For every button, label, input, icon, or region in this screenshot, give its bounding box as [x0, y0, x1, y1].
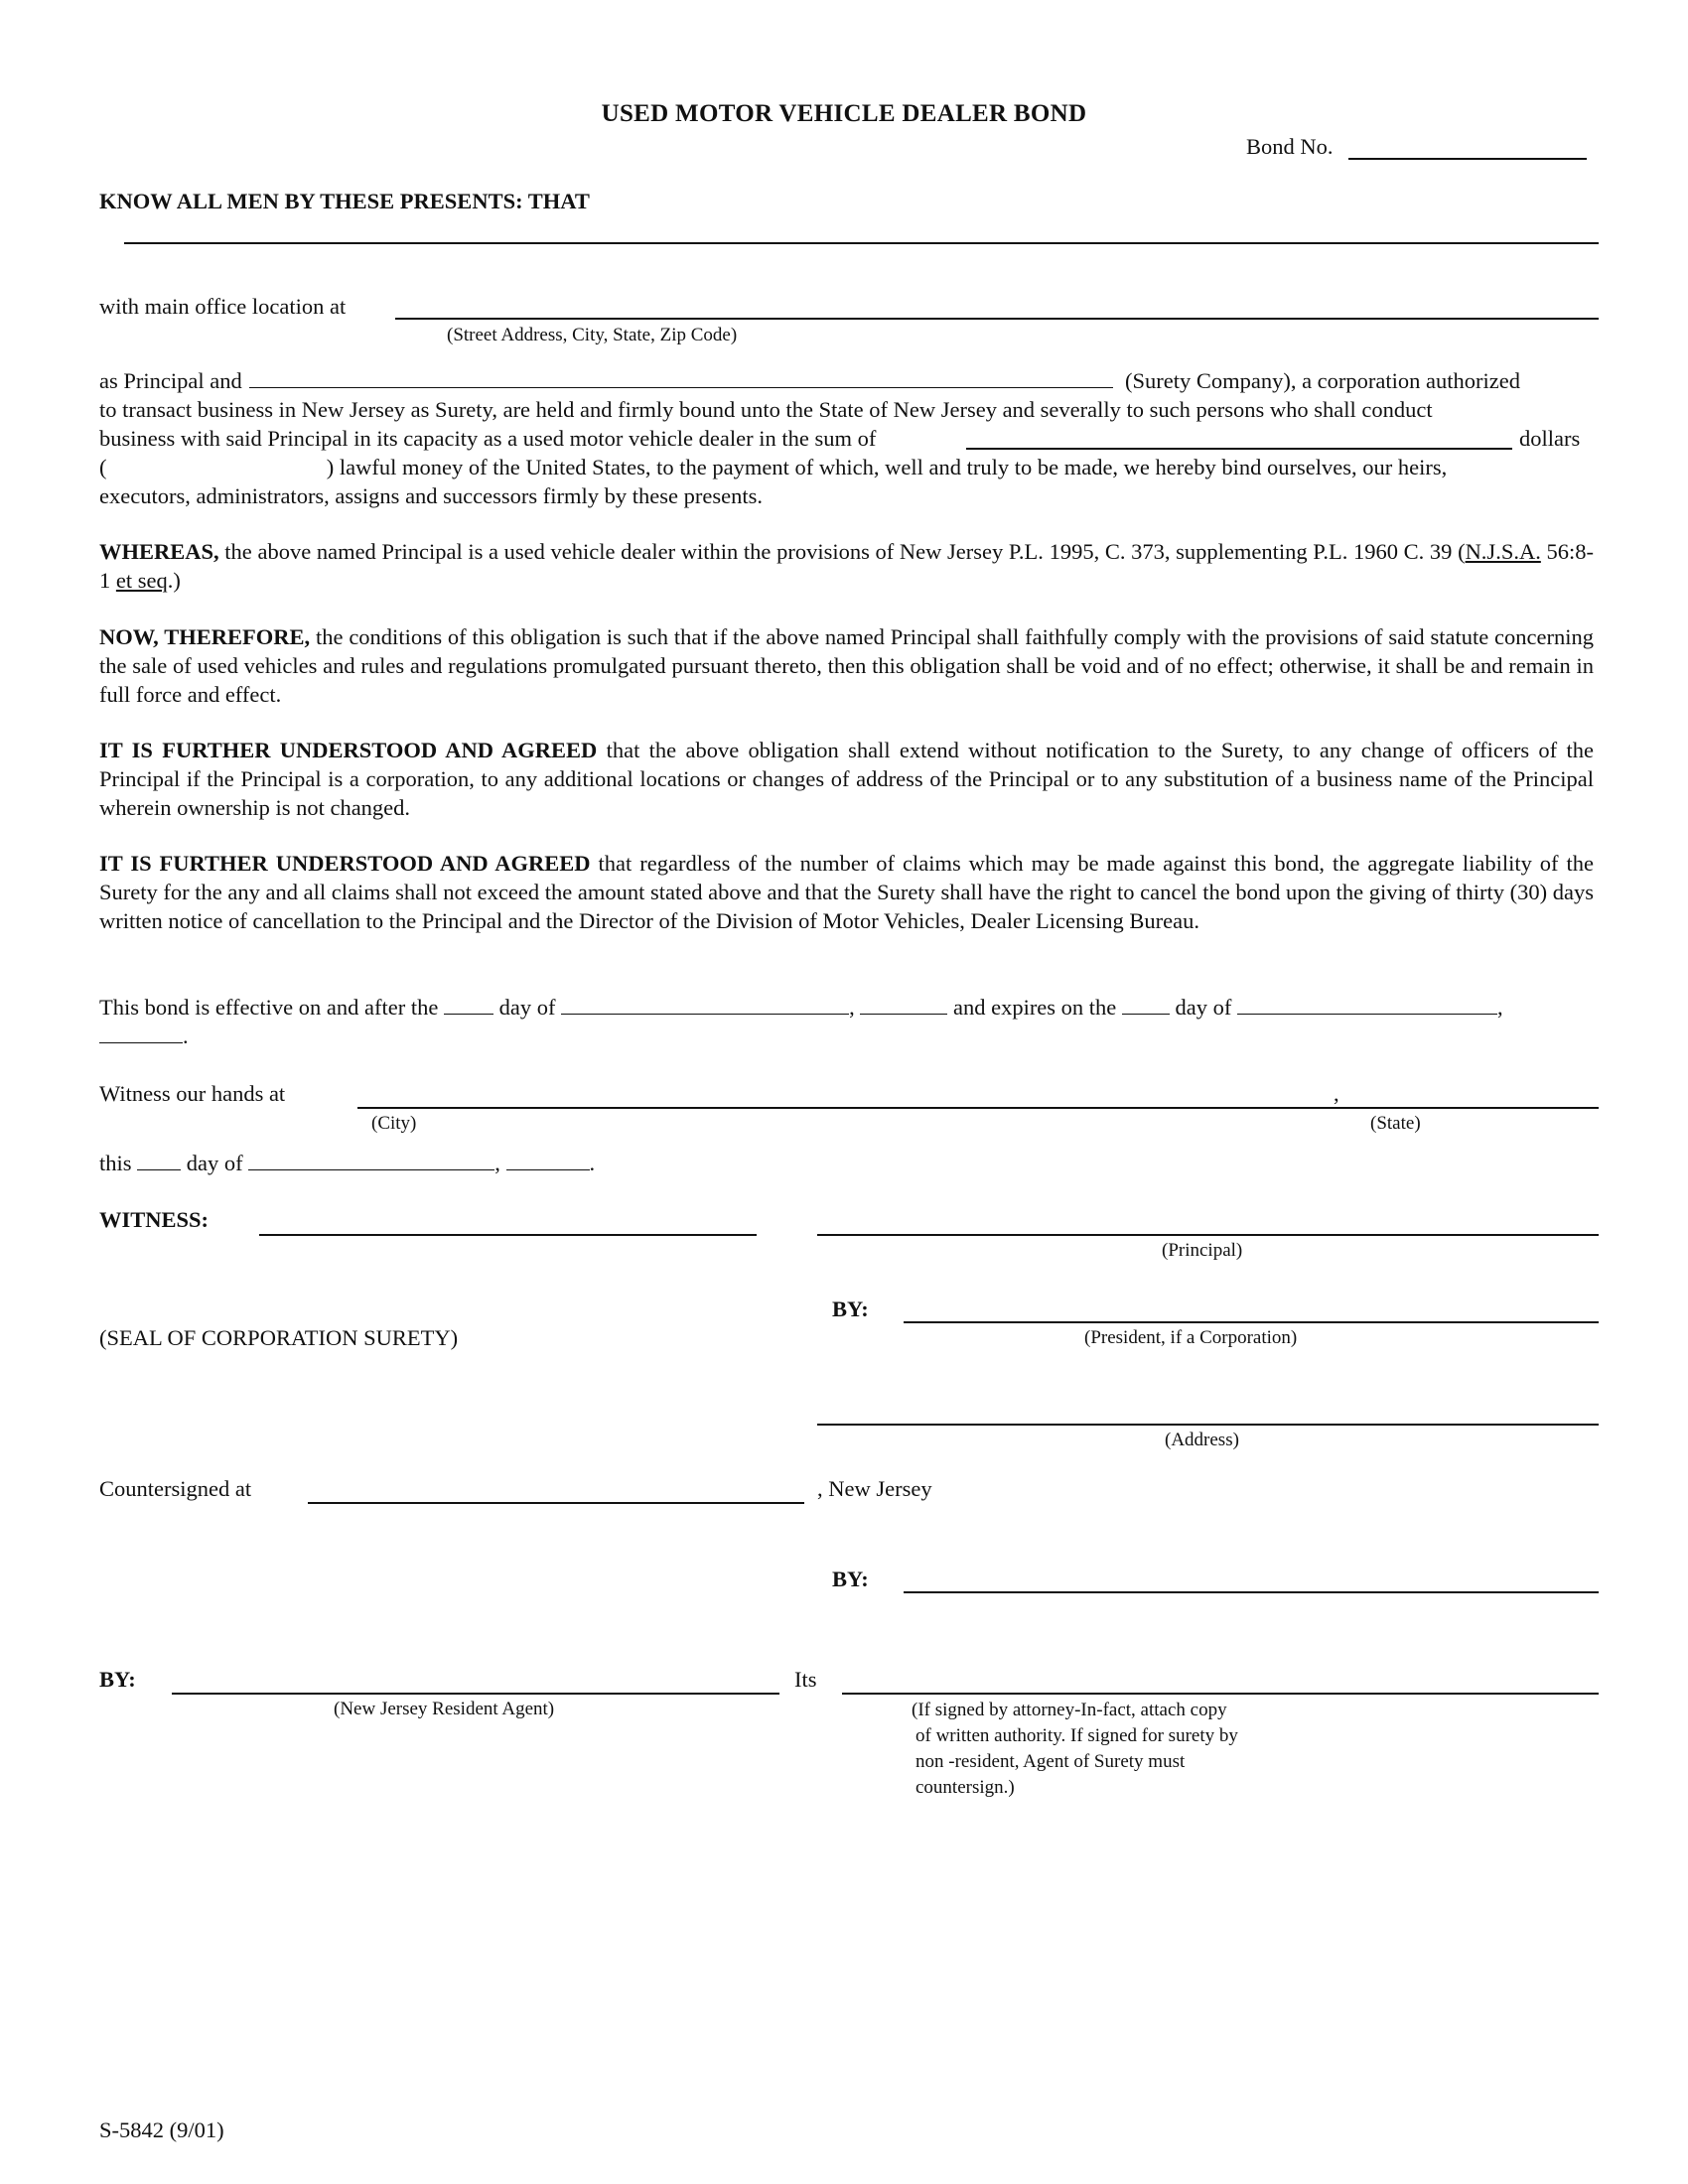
- effective-comma: ,: [849, 995, 855, 1020]
- witness-hands-label: Witness our hands at: [99, 1081, 286, 1106]
- this-day-field[interactable]: [137, 1150, 181, 1170]
- dollars-label: dollars: [1519, 426, 1581, 451]
- effective-day-of: day of: [498, 995, 556, 1020]
- by-label-president: BY:: [832, 1297, 869, 1321]
- njsa-ref: N.J.S.A.: [1465, 539, 1541, 564]
- surety-company-field[interactable]: [249, 367, 1113, 388]
- whereas-paragraph: [99, 537, 1594, 595]
- principal-caption: (Principal): [1162, 1240, 1243, 1261]
- resident-agent-caption: (New Jersey Resident Agent): [334, 1699, 555, 1719]
- expires-year-line: [99, 1022, 189, 1050]
- bond-no-field[interactable]: [1348, 158, 1587, 160]
- resident-agent-signature-field[interactable]: [172, 1693, 779, 1695]
- et-seq-ref: et seq: [115, 568, 168, 593]
- seal-label: (SEAL OF CORPORATION SURETY): [99, 1325, 459, 1350]
- its-title-field[interactable]: [842, 1693, 1599, 1695]
- principal-line-2: to transact business in New Jersey as Surety, are held and firmly bound unto the State of New Jersey and severally to such persons who shall conduct: [99, 397, 1433, 422]
- further-lead-2: IT IS FURTHER UNDERSTOOD AND AGREED: [99, 851, 591, 876]
- city-caption: (City): [371, 1113, 417, 1134]
- principal-signature-field[interactable]: [817, 1234, 1599, 1236]
- page-title: USED MOTOR VEHICLE DEALER BOND: [601, 100, 1087, 127]
- principal-line-5: executors, administrators, assigns and successors firmly by these presents.: [99, 483, 763, 508]
- expires-day-of: day of: [1175, 995, 1232, 1020]
- lawful-money-text: ) lawful money of the United States, to the payment of which, well and truly to be made, we hereby bind ourselves, our heirs,: [326, 455, 1448, 479]
- effective-month-field[interactable]: [561, 994, 849, 1015]
- whereas-lead: WHEREAS,: [99, 539, 219, 564]
- surety-company-label: (Surety Company), a corporation authorized: [1124, 368, 1520, 393]
- open-paren: (: [99, 455, 107, 479]
- attorney-note: [912, 1698, 1238, 1801]
- countersigned-location-field[interactable]: [308, 1502, 804, 1504]
- attorney-note-line: countersign.): [915, 1777, 1015, 1798]
- countersigned-label: Countersigned at: [99, 1476, 252, 1501]
- witness-signature-field[interactable]: [259, 1234, 757, 1236]
- expires-period: .: [183, 1024, 189, 1048]
- its-label: Its: [794, 1667, 817, 1692]
- whereas-section: 56:8-1: [99, 539, 1594, 593]
- this-day-line: [99, 1149, 595, 1177]
- countersign-signature-field[interactable]: [904, 1591, 1599, 1593]
- state-caption: (State): [1370, 1113, 1421, 1134]
- president-signature-field[interactable]: [904, 1321, 1599, 1323]
- this-label: this: [99, 1151, 132, 1175]
- main-office-address-field[interactable]: [395, 318, 1599, 320]
- further-text-1: that the above obligation shall extend without notification to the Surety, to any change of officers of the Principal if the Principal is a corporation, to any additional locations or changes of address of the Principal or to any substitution of a business name of the Principal wherein ownership is not changed.: [99, 738, 1594, 820]
- address-signature-field[interactable]: [817, 1424, 1599, 1426]
- effective-label: This bond is effective on and after the: [99, 995, 439, 1020]
- new-jersey-label: , New Jersey: [817, 1476, 932, 1501]
- as-principal-label: as Principal and: [99, 368, 242, 393]
- effective-line: [99, 993, 1503, 1022]
- now-therefore-text: the conditions of this obligation is such that if the above named Principal shall faithfully comply with the provisions of said statute concerning the sale of used vehicles and rules and regulations promulgated pursuant thereto, then this obligation shall be void and of no effect; otherwise, it shall be and remain in full force and effect.: [99, 624, 1594, 707]
- expires-year-field[interactable]: [99, 1023, 183, 1043]
- expires-comma: ,: [1497, 995, 1503, 1020]
- further-agreed-paragraph-1: [99, 736, 1594, 822]
- attorney-note-line: (If signed by attorney-In-fact, attach copy: [912, 1700, 1227, 1720]
- witness-label: WITNESS:: [99, 1207, 210, 1232]
- by-label-agent: BY:: [99, 1667, 136, 1692]
- now-therefore-paragraph: [99, 622, 1594, 709]
- whereas-end: .): [167, 568, 181, 593]
- this-year-field[interactable]: [506, 1150, 590, 1170]
- sum-words-field[interactable]: [966, 448, 1512, 450]
- address-caption-2: (Address): [1165, 1430, 1239, 1450]
- this-comma: ,: [494, 1151, 500, 1175]
- witness-location-field[interactable]: [357, 1107, 1599, 1109]
- sum-label: business with said Principal in its capacity as a used motor vehicle dealer in the sum of: [99, 426, 877, 451]
- bond-no-label: Bond No.: [1246, 134, 1334, 159]
- attorney-note-line: non -resident, Agent of Surety must: [915, 1751, 1186, 1772]
- form-number: S-5842 (9/01): [99, 2117, 224, 2142]
- further-text-2: that regardless of the number of claims which may be made against this bond, the aggregate liability of the Surety for the any and all claims shall not exceed the amount stated above and that the Surety shall have the right to cancel the bond upon the giving of thirty (30) days written notice of cancellation to the Principal and the Director of the Division of Motor Vehicles, Dealer Licensing Bureau.: [99, 851, 1594, 933]
- now-therefore-lead: NOW, THEREFORE,: [99, 624, 311, 649]
- by-label-countersign: BY:: [832, 1567, 869, 1591]
- principal-line-1: [99, 366, 1599, 395]
- whereas-text: the above named Principal is a used vehicle dealer within the provisions of New Jersey P.L. 1995, C. 373, supplementing P.L. 1960 C. 39 (: [218, 539, 1466, 564]
- further-agreed-paragraph-2: [99, 849, 1594, 935]
- this-period: .: [589, 1151, 596, 1175]
- this-day-of: day of: [186, 1151, 243, 1175]
- effective-year-field[interactable]: [860, 994, 947, 1015]
- further-lead-1: IT IS FURTHER UNDERSTOOD AND AGREED: [99, 738, 598, 762]
- know-all-heading: KNOW ALL MEN BY THESE PRESENTS: THAT: [99, 189, 590, 213]
- address-caption: (Street Address, City, State, Zip Code): [447, 325, 738, 345]
- expires-label: and expires on the: [952, 995, 1117, 1020]
- effective-day-field[interactable]: [444, 994, 493, 1015]
- main-office-label: with main office location at: [99, 294, 347, 319]
- this-month-field[interactable]: [248, 1150, 494, 1170]
- witness-hands-comma: ,: [1334, 1081, 1339, 1106]
- expires-month-field[interactable]: [1237, 994, 1497, 1015]
- principal-line-4: [99, 453, 1599, 481]
- principal-name-field[interactable]: [124, 242, 1599, 244]
- president-caption: (President, if a Corporation): [1084, 1327, 1298, 1348]
- attorney-note-line: of written authority. If signed for surety by: [915, 1725, 1238, 1746]
- expires-day-field[interactable]: [1122, 994, 1170, 1015]
